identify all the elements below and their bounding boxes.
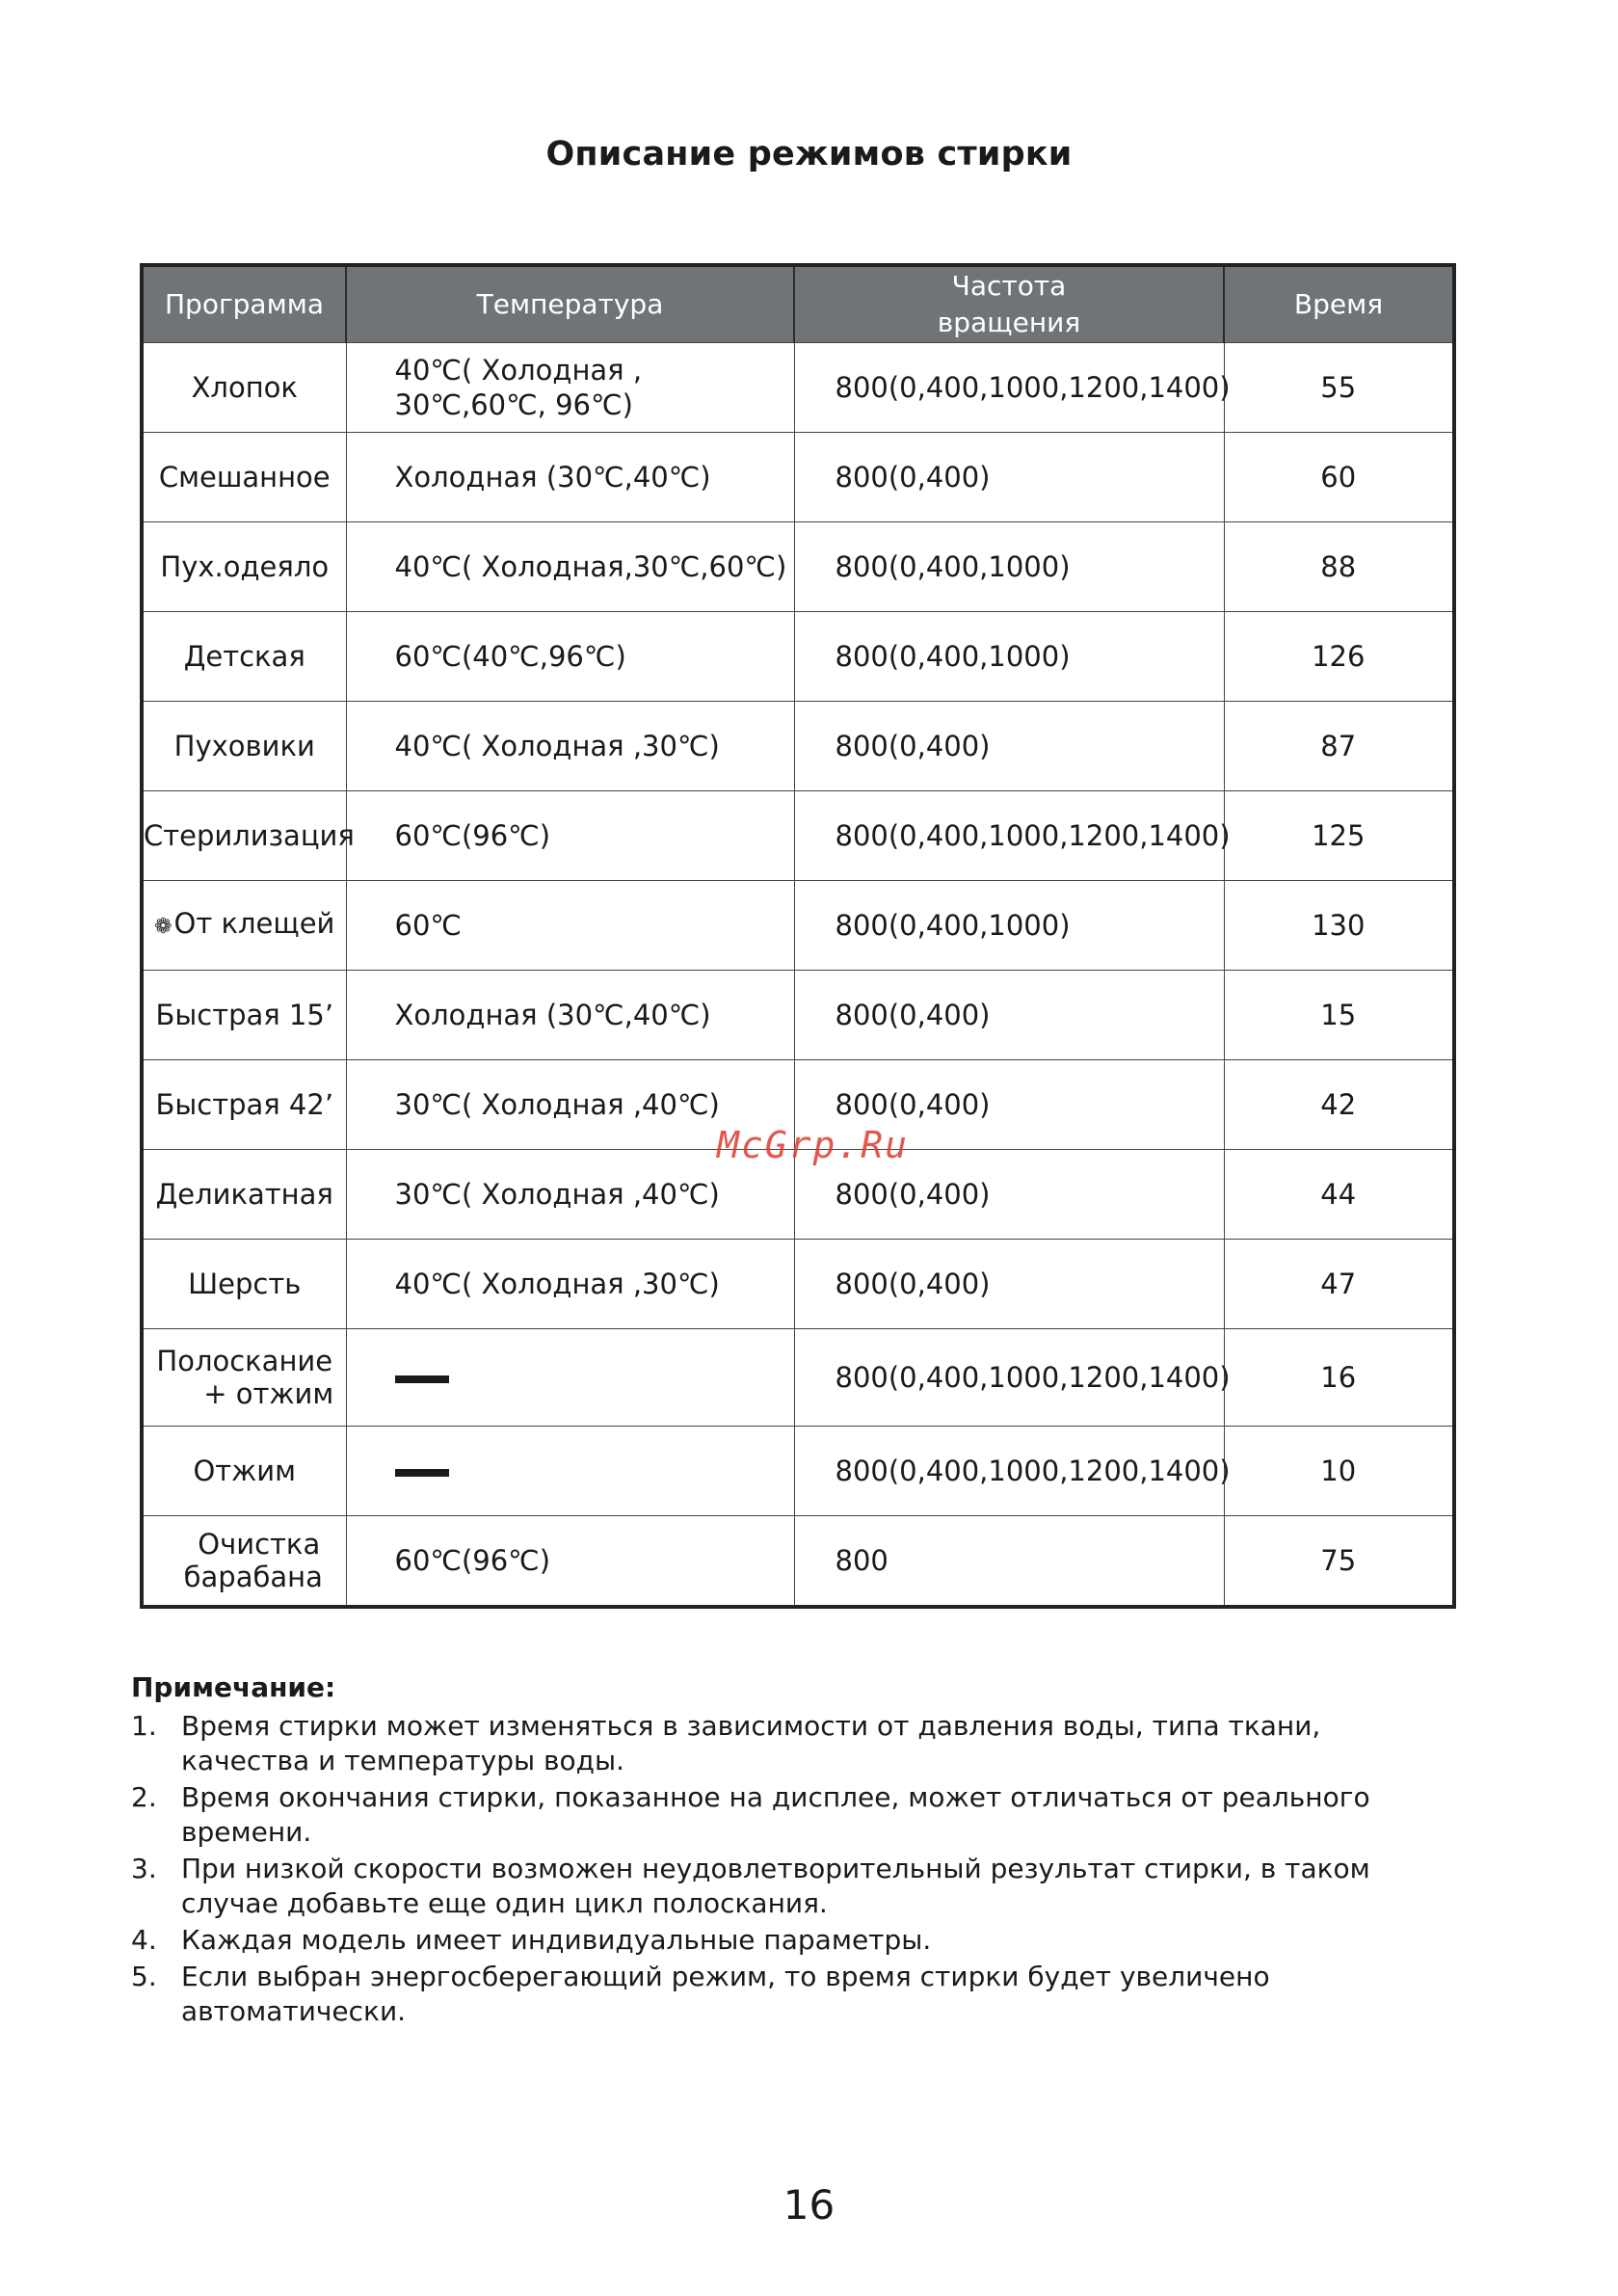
cell-spin: 800(0,400,1000,1200,1400) [794,343,1224,433]
cell-program: Хлопок [142,343,346,433]
cell-temperature: 40℃( Холодная ,30℃) [346,702,794,791]
header-temperature: Температура [346,265,794,343]
cell-program-line1: Очистка [198,1528,321,1561]
cell-temperature: Холодная (30℃,40℃) [346,433,794,522]
cell-temperature: 30℃( Холодная ,40℃) [346,1150,794,1240]
dash-line-icon [395,1469,449,1477]
cell-spin: 800(0,400,1000,1200,1400) [794,1427,1224,1516]
cell-time: 10 [1224,1427,1454,1516]
cell-time: 44 [1224,1150,1454,1240]
cell-temperature: 60℃(40℃,96℃) [346,612,794,702]
table-row [142,1240,1454,1329]
mite-icon: ❁ [154,915,172,939]
cell-spin: 800(0,400,1000) [794,612,1224,702]
cell-temperature: 60℃(96℃) [346,791,794,881]
cell-program-line2: барабана [183,1561,323,1593]
cell-program: Смешанное [142,433,346,522]
cell-spin: 800(0,400,1000) [794,522,1224,612]
cell-program: Быстрая 15’ [142,971,346,1060]
header-spin [794,265,1224,343]
cell-program: Пух.одеяло [142,522,346,612]
cell-spin: 800 [794,1516,1224,1608]
cell-temperature: 60℃(96℃) [346,1516,794,1608]
note-text: Каждая модель имеет индивидуальные параметры. [181,1924,932,1956]
cell-time: 130 [1224,881,1454,971]
cell-time: 60 [1224,433,1454,522]
cell-program-label: От клещей [173,907,335,940]
header-spin-line1: Частота [951,270,1067,302]
note-text: При низкой скорости возможен неудовлетворительный результат стирки, в таком случае добавьте еще один цикл полоскания. [181,1853,1370,1919]
cell-temperature: 40℃( Холодная,30℃,60℃) [346,522,794,612]
note-number: 4. [131,1924,157,1956]
cell-spin: 800(0,400) [794,1240,1224,1329]
note-item [131,1852,1461,1921]
cell-time: 55 [1224,343,1454,433]
cell-time: 47 [1224,1240,1454,1329]
notes-title: Примечание: [131,1671,336,1703]
cell-spin: 800(0,400) [794,1150,1224,1240]
cell-spin: 800(0,400) [794,433,1224,522]
table-row [142,343,1454,433]
cell-program [142,1516,346,1608]
table-row [142,881,1454,971]
wash-modes-table [140,263,1456,1609]
watermark: McGrp.Ru [717,1124,910,1166]
table-row [142,702,1454,791]
cell-temperature [346,1329,794,1427]
cell-temperature: Холодная (30℃,40℃) [346,971,794,1060]
cell-program: Пуховики [142,702,346,791]
cell-program: Деликатная [142,1150,346,1240]
cell-time: 75 [1224,1516,1454,1608]
cell-spin: 800(0,400,1000,1200,1400) [794,1329,1224,1427]
note-item [131,1709,1461,1778]
cell-spin: 800(0,400) [794,971,1224,1060]
cell-program: Шерсть [142,1240,346,1329]
cell-program-line2: + отжим [203,1377,334,1410]
cell-program [142,1329,346,1427]
header-program: Программа [142,265,346,343]
cell-time: 88 [1224,522,1454,612]
header-time: Время [1224,265,1454,343]
cell-time: 126 [1224,612,1454,702]
cell-spin: 800(0,400) [794,1060,1224,1150]
cell-time: 42 [1224,1060,1454,1150]
note-item [131,1960,1461,2029]
table-header-row [142,265,1454,343]
note-item [131,1780,1461,1850]
table-row [142,612,1454,702]
notes-section [131,1670,1461,2031]
cell-temperature: 40℃( Холодная ,30℃) [346,1240,794,1329]
page-number: 16 [782,2181,836,2229]
table-row [142,1516,1454,1608]
table-row [142,971,1454,1060]
page-title: Описание режимов стирки [545,135,1073,174]
note-number: 5. [131,1961,157,1992]
dash-line-icon [395,1375,449,1383]
header-spin-line2: вращения [937,307,1081,338]
note-number: 2. [131,1781,157,1813]
cell-program: Отжим [142,1427,346,1516]
cell-time: 16 [1224,1329,1454,1427]
note-text: Если выбран энергосберегающий режим, то время стирки будет увеличено автоматически. [181,1961,1270,2027]
table-row [142,433,1454,522]
cell-program: Стерилизация [142,791,346,881]
cell-time: 87 [1224,702,1454,791]
table-row [142,522,1454,612]
note-text: Время стирки может изменяться в зависимости от давления воды, типа ткани, качества и температуры воды. [181,1710,1321,1776]
note-number: 3. [131,1853,157,1884]
cell-temperature [346,1427,794,1516]
cell-spin: 800(0,400,1000) [794,881,1224,971]
cell-time: 15 [1224,971,1454,1060]
note-number: 1. [131,1710,157,1742]
note-item [131,1923,1461,1958]
cell-temperature: 30℃( Холодная ,40℃) [346,1060,794,1150]
cell-spin: 800(0,400) [794,702,1224,791]
cell-temperature: 40℃( Холодная , 30℃,60℃, 96℃) [346,343,794,433]
cell-program: Детская [142,612,346,702]
table-row [142,1329,1454,1427]
cell-time: 125 [1224,791,1454,881]
note-text: Время окончания стирки, показанное на дисплее, может отличаться от реального времени. [181,1781,1370,1848]
cell-program-line1: Полоскание [156,1345,333,1377]
table-row [142,791,1454,881]
cell-program [142,881,346,971]
cell-program: Быстрая 42’ [142,1060,346,1150]
table-row [142,1427,1454,1516]
cell-spin: 800(0,400,1000,1200,1400) [794,791,1224,881]
cell-temperature: 60℃ [346,881,794,971]
